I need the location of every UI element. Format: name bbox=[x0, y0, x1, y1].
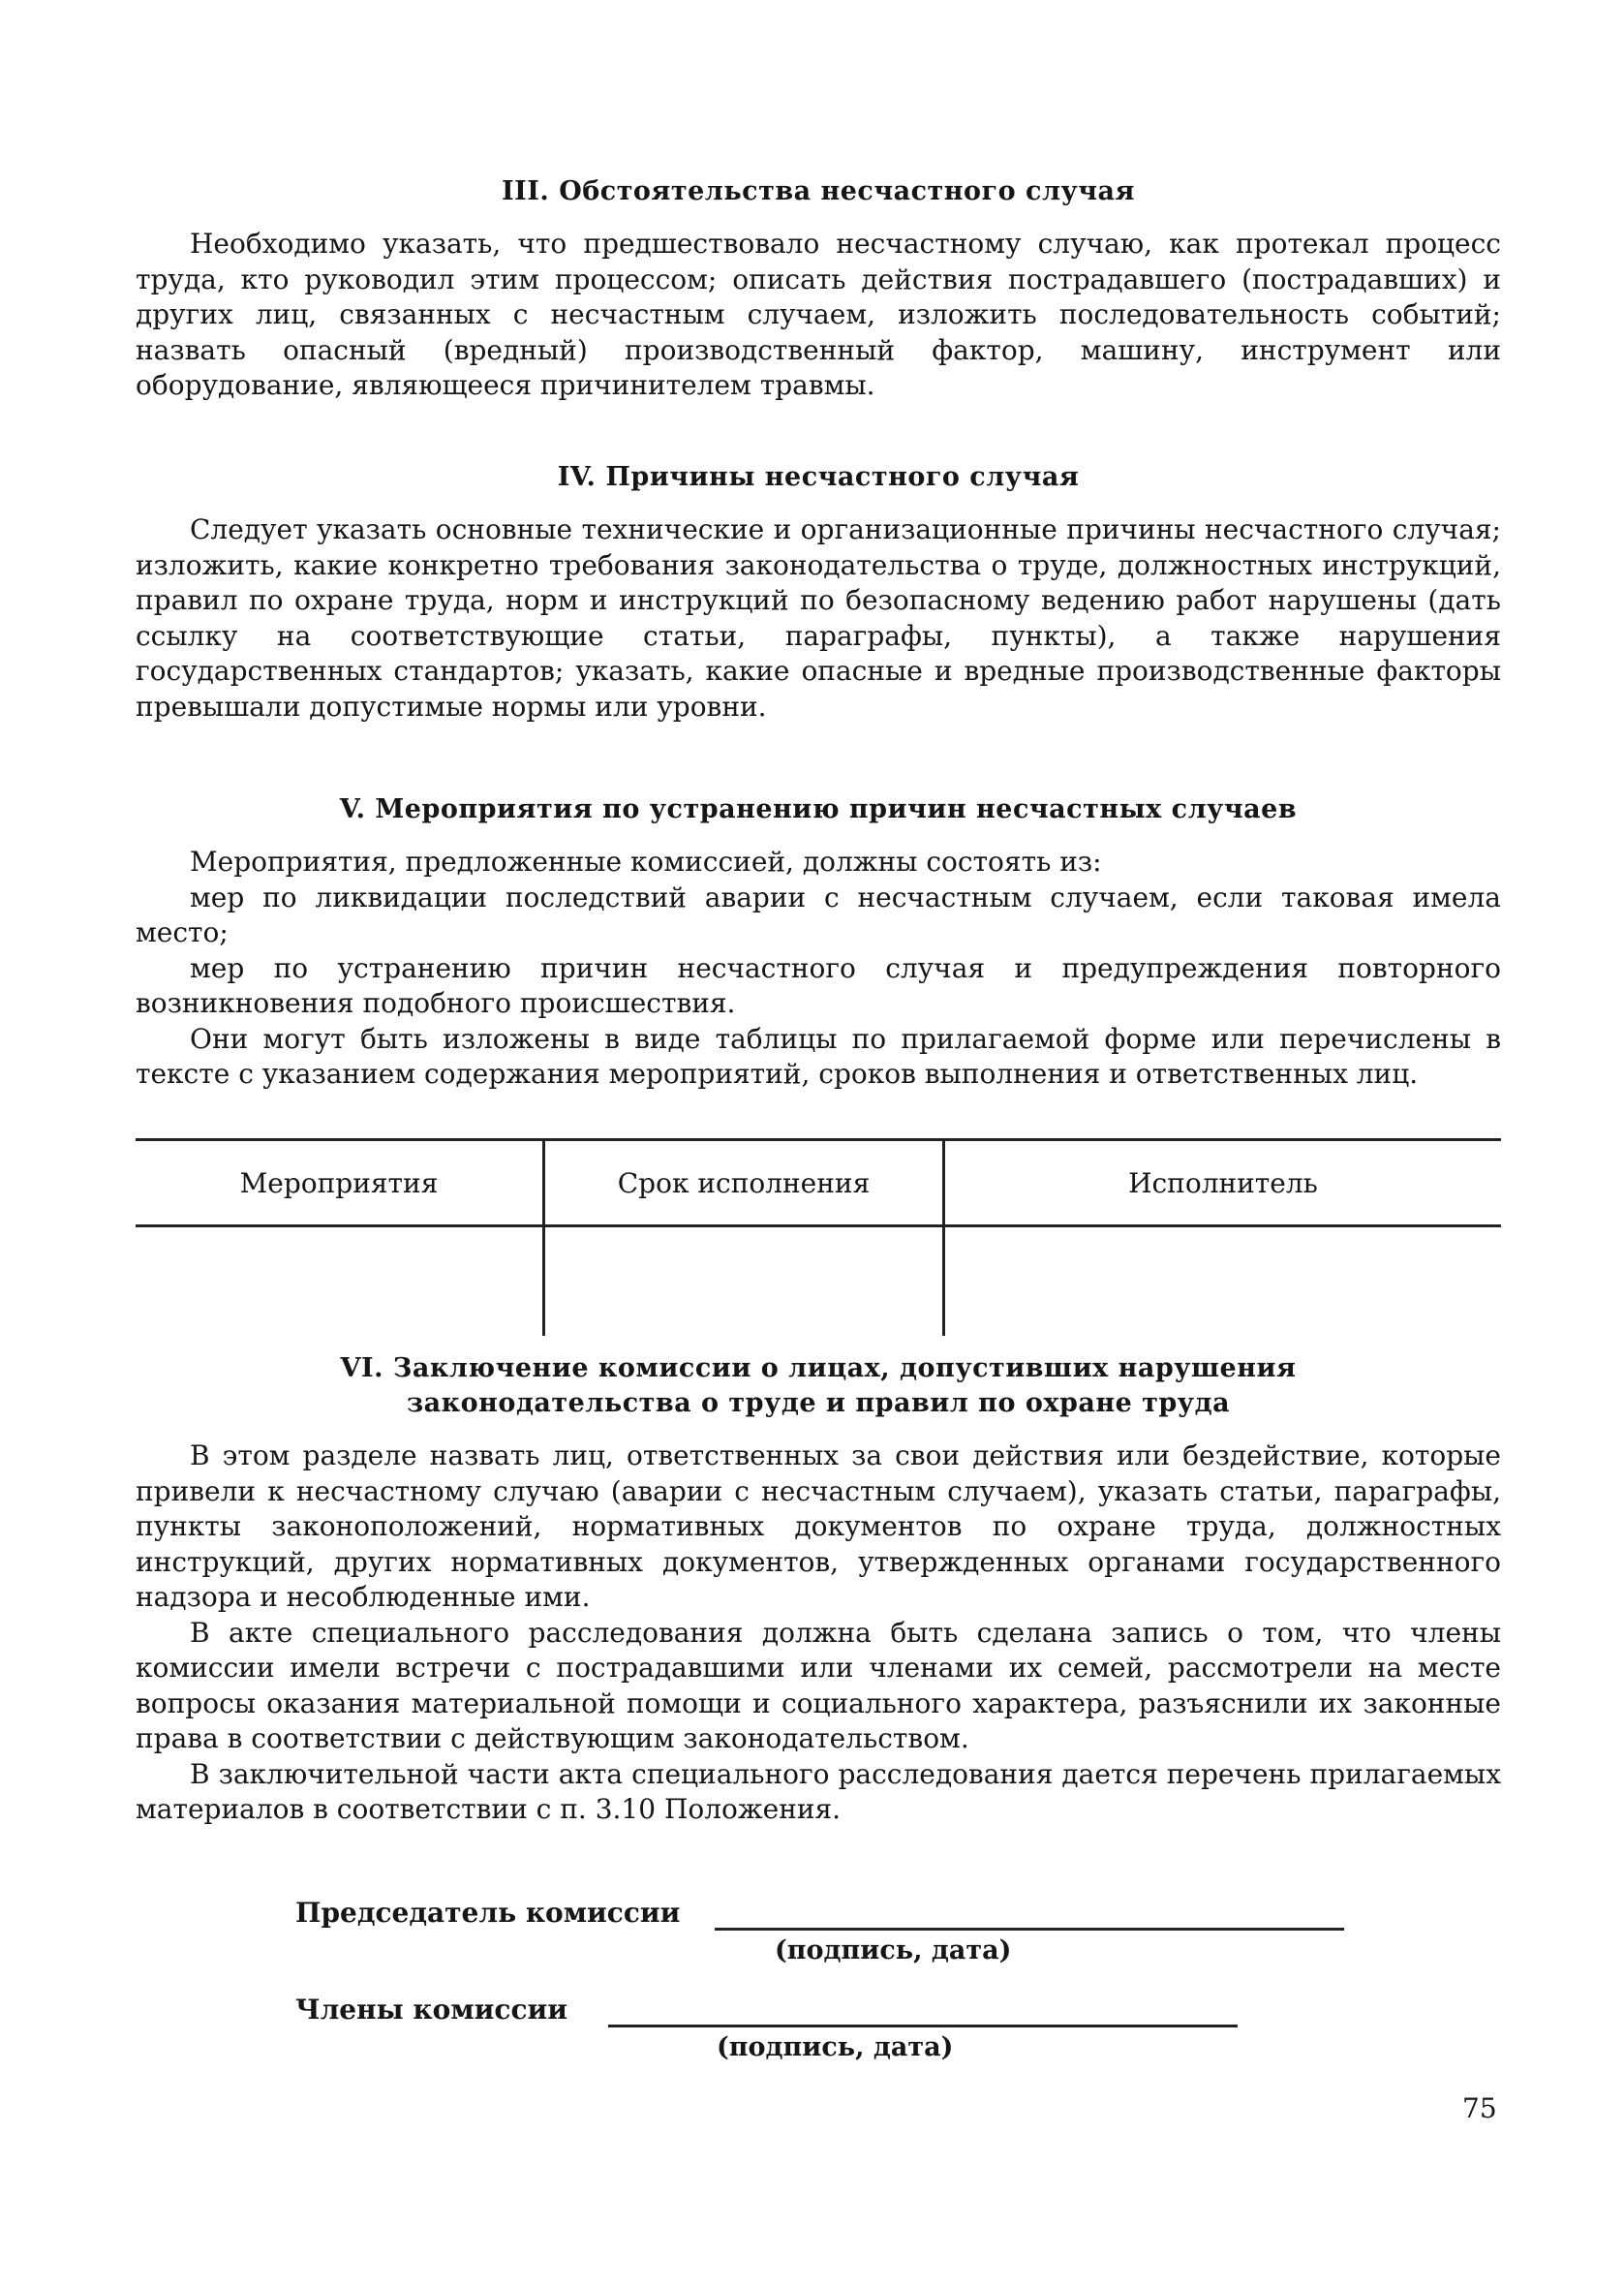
table-empty-row bbox=[136, 1226, 1501, 1337]
cell-measures bbox=[136, 1226, 544, 1337]
members-label: Члены комиссии bbox=[295, 1994, 568, 2026]
section-6-para-2: В акте специального расследования должна быть сделана запись о том, что члены комиссии имели встречи с пострадавшими или членами их семей, рассмотрели на месте вопросы оказания материальной помощи и социального характера, разъяснили их законные права в соответствии с действующим законодательством. bbox=[136, 1616, 1501, 1754]
members-signature-line[interactable] bbox=[608, 2025, 1238, 2027]
section-4-text: Следует указать основные технические и организационные причины несчастного случая; изложить, какие конкретно требования законодательства о труде, должностных инструкций, правил по охране труда, норм и инструкций по безопасному ведению работ нарушены (дать ссылку на соответствующие статьи, параграфы, пункты), а также нарушения государственных стандартов; указать, какие опасные и вредные производственные факторы превышали допустимые нормы или уровни. bbox=[136, 513, 1501, 723]
section-4-heading: IV. Причины несчастного случая bbox=[557, 462, 1080, 492]
section-3-heading: III. Обстоятельства несчастного случая bbox=[502, 176, 1135, 206]
section-5-intro: Мероприятия, предложенные комиссией, должны состоять из: bbox=[190, 846, 1102, 878]
chair-signature-line[interactable] bbox=[715, 1928, 1344, 1931]
table-header-row bbox=[136, 1140, 1501, 1226]
chair-signature-hint: (подпись, дата) bbox=[775, 1935, 1012, 1965]
chair-label: Председатель комиссии bbox=[295, 1897, 681, 1929]
section-6-para-3: В заключительной части акта специального расследования дается перечень прилагаемых материалов в соответствии с п. 3.10 Положения. bbox=[136, 1757, 1501, 1825]
section-5-item-1: мер по ликвидации последствий аварии с несчастным случаем, если таковая имела место; bbox=[136, 881, 1501, 948]
section-6 bbox=[136, 1351, 1501, 1828]
section-3 bbox=[136, 174, 1501, 404]
members-signature-hint: (подпись, дата) bbox=[717, 2032, 954, 2062]
cell-deadline bbox=[544, 1226, 944, 1337]
header-deadline: Срок исполнения bbox=[544, 1140, 944, 1226]
cell-executor bbox=[944, 1226, 1502, 1337]
section-5-item-2: мер по устранению причин несчастного случая и предупреждения повторного возникновения подобного происшествия. bbox=[136, 951, 1501, 1019]
measures-table bbox=[136, 1138, 1501, 1336]
section-5-heading: V. Мероприятия по устранению причин несчастных случаев bbox=[339, 794, 1298, 824]
section-6-heading-line2: законодательства о труде и правил по охране труда bbox=[406, 1388, 1231, 1418]
section-6-heading-line1: VI. Заключение комиссии о лицах, допустивших нарушения bbox=[340, 1353, 1297, 1383]
section-5-note: Они могут быть изложены в виде таблицы по прилагаемой форме или перечислены в тексте с указанием содержания мероприятий, сроков выполнения и ответственных лиц. bbox=[136, 1022, 1501, 1090]
header-measures: Мероприятия bbox=[136, 1140, 544, 1226]
section-6-para-1: В этом разделе назвать лиц, ответственных за свои действия или бездействие, которые привели к несчастному случаю (аварии с несчастным случаем), указать статьи, параграфы, пункты законоположений, нормативных документов по охране труда, должностных инструкций, других нормативных документов, утвержденных органами государственного надзора и несоблюденные ими. bbox=[136, 1439, 1501, 1613]
section-3-text: Необходимо указать, что предшествовало несчастному случаю, как протекал процесс труда, кто руководил этим процессом; описать действия пострадавшего (пострадавших) и других лиц, связанных с несчастным случаем, изложить последовательность событий; назвать опасный (вредный) производственный фактор, машину, инструмент или оборудование, являющееся причинителем травмы. bbox=[136, 228, 1501, 401]
page-number: 75 bbox=[1462, 2092, 1497, 2124]
header-executor: Исполнитель bbox=[944, 1140, 1502, 1226]
section-4 bbox=[136, 460, 1501, 725]
section-5 bbox=[136, 792, 1501, 1093]
